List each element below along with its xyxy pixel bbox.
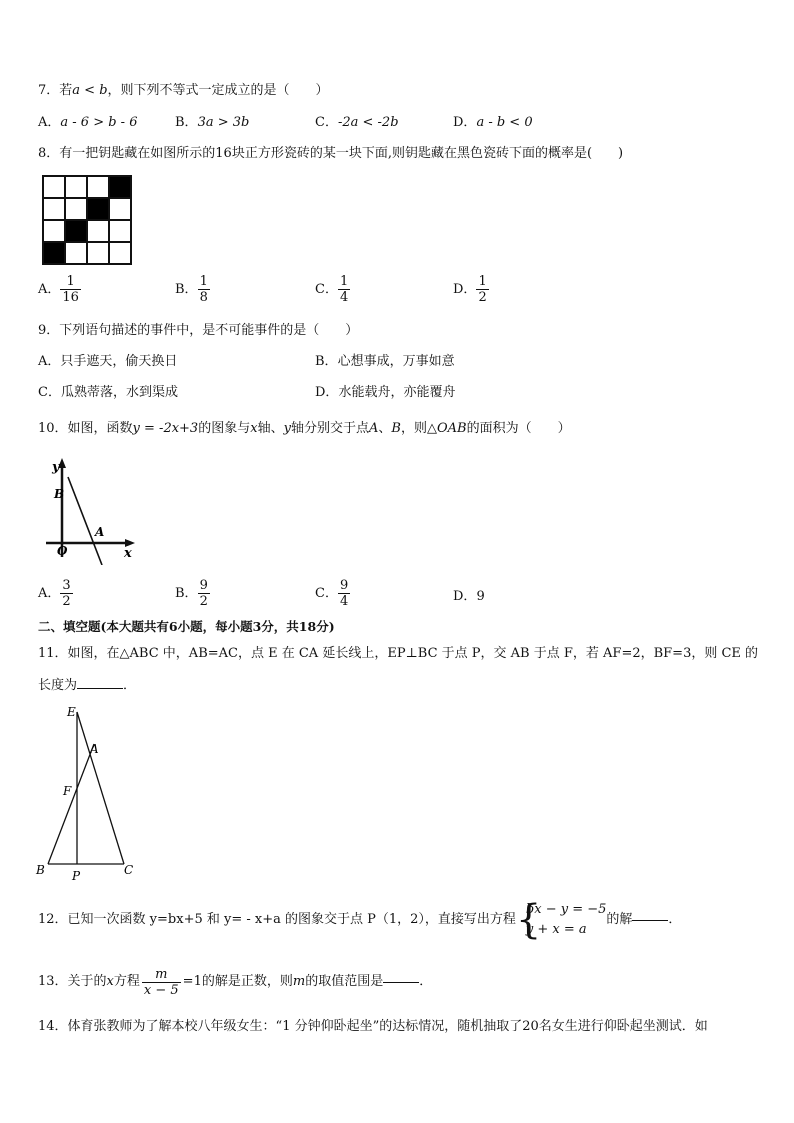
- tile: [87, 176, 109, 198]
- q13-text: 的解是正数，则: [201, 974, 293, 989]
- q7-stem-suffix: ，则下列不等式一定成立的是（ ）: [107, 83, 329, 98]
- q10-text: 的图象与: [198, 421, 251, 436]
- numerator: m: [142, 967, 181, 983]
- linear-function-graph: [40, 455, 140, 565]
- numerator: 1: [478, 274, 487, 289]
- option-text: 水能载舟，亦能覆舟: [338, 385, 456, 400]
- label-p: P: [72, 869, 81, 882]
- label-o: O: [57, 544, 68, 558]
- denominator: 16: [62, 290, 79, 305]
- denominator: 8: [199, 290, 208, 305]
- denominator: 2: [478, 290, 487, 305]
- option-text: 3a > 3b: [197, 115, 250, 130]
- black-tile: [87, 198, 109, 220]
- option-label: B．: [175, 115, 198, 130]
- numerator: 9: [339, 578, 349, 593]
- question-10-stem: [38, 420, 571, 438]
- q10-text: 、: [378, 421, 392, 436]
- answer-blank[interactable]: [77, 688, 123, 689]
- label-b: B: [36, 863, 45, 877]
- question-13: [38, 962, 432, 1002]
- option-label: D．: [315, 385, 339, 400]
- option-text: 瓜熟蒂落，水到渠成: [60, 385, 178, 400]
- label-e: E: [67, 705, 76, 719]
- fraction: [338, 274, 350, 305]
- numerator: 3: [62, 578, 71, 593]
- tile: [43, 198, 65, 220]
- q10-option-b[interactable]: [175, 578, 210, 609]
- label-f: F: [63, 784, 72, 798]
- option-text: 心想事成，万事如意: [337, 354, 455, 369]
- q12-text: 的解: [606, 912, 633, 927]
- question-11-line1: 11．如图，在△ABC 中，AB=AC，点 E 在 CA 延长线上，EP⊥BC 于点 P，交 AB 于点 F，若 AF=2，BF=3，则 CE 的: [38, 646, 759, 661]
- denominator: 4: [339, 594, 349, 609]
- option-label: D．: [453, 282, 477, 297]
- numerator: 9: [199, 578, 208, 593]
- q12-tail: ．: [668, 912, 682, 927]
- q7-option-d[interactable]: [453, 114, 533, 132]
- q7-condition: a < b: [72, 83, 108, 98]
- q9-option-b[interactable]: [315, 353, 455, 371]
- fraction: [60, 578, 72, 609]
- q13-text: 13．关于的: [38, 974, 107, 989]
- tile: [87, 220, 109, 242]
- option-label: A．: [38, 354, 61, 369]
- question-14: [38, 1018, 708, 1036]
- q10-triangle: △OAB: [426, 421, 467, 436]
- q8-option-a[interactable]: [38, 274, 81, 305]
- tile: [109, 220, 131, 242]
- numerator: 1: [60, 274, 81, 290]
- q9-option-a[interactable]: [38, 353, 177, 371]
- question-8-stem: 8．有一把钥匙藏在如图所示的16块正方形瓷砖的某一块下面,则钥匙藏在黑色瓷砖下面的概率是( ): [38, 146, 624, 161]
- tile: [87, 242, 109, 264]
- q10-point-a: A: [368, 421, 379, 436]
- q7-option-b[interactable]: [175, 114, 249, 132]
- section-heading: 二、填空题(本大题共有6小题，每小题3分，共18分): [38, 619, 335, 634]
- question-12: [38, 898, 681, 942]
- brace: {: [515, 897, 542, 943]
- option-text: a - 6 > b - 6: [60, 115, 138, 130]
- tile: [109, 198, 131, 220]
- equation-2: y + x = a: [525, 922, 587, 937]
- equation-system: [515, 897, 607, 943]
- label-b: B: [54, 487, 65, 501]
- question-9-stem: 9．下列语句描述的事件中，是不可能事件的是（ ）: [38, 323, 359, 338]
- q13-text: 的取值范围是: [305, 974, 384, 989]
- q10-option-d[interactable]: [453, 588, 485, 606]
- option-label: A．: [38, 586, 61, 601]
- option-label: B．: [175, 282, 198, 297]
- q9-option-c[interactable]: [38, 384, 178, 402]
- q14-number: 20: [522, 1019, 539, 1034]
- equation-1: bx − y = −5: [525, 902, 607, 917]
- denominator: 2: [199, 594, 208, 609]
- tile: [65, 198, 87, 220]
- q11-tail: ．: [123, 678, 137, 693]
- label-c: C: [124, 863, 134, 877]
- q10-text: 轴分别交于点: [290, 421, 369, 436]
- segment-ce: [77, 712, 124, 864]
- black-tile: [43, 242, 65, 264]
- tile: [43, 176, 65, 198]
- question-11-line2: [38, 677, 136, 695]
- segment-ba: [48, 744, 94, 864]
- option-text: -2a < -2b: [337, 115, 399, 130]
- option-label: D．: [453, 589, 477, 604]
- q10-text: 10．如图，函数: [38, 421, 133, 436]
- option-label: C．: [315, 115, 338, 130]
- option-text: 9: [476, 589, 485, 604]
- option-label: C．: [315, 586, 338, 601]
- tile: [65, 176, 87, 198]
- numerator: 1: [339, 274, 349, 289]
- q10-option-a[interactable]: [38, 578, 73, 609]
- option-label: B．: [175, 586, 198, 601]
- q10-var-x: x: [250, 421, 258, 436]
- question-7-stem: [38, 82, 329, 100]
- q13-var-x: x: [106, 974, 114, 989]
- q7-option-c[interactable]: [315, 114, 399, 132]
- q10-var-y: y: [283, 421, 291, 436]
- q10-point-b: B: [391, 421, 401, 436]
- triangle-figure: [32, 702, 142, 882]
- q14-text: 名女生进行仰卧起坐测试．如: [538, 1019, 708, 1034]
- option-text: 只手遮天，偷天换日: [60, 354, 178, 369]
- tile: [43, 220, 65, 242]
- black-tile: [65, 220, 87, 242]
- denominator: 2: [62, 594, 71, 609]
- q7-option-a[interactable]: [38, 114, 137, 132]
- option-label: B．: [315, 354, 338, 369]
- q8-option-c[interactable]: [315, 274, 350, 305]
- denominator: x − 5: [143, 982, 179, 998]
- q14-text: 14．体育张教师为了解本校八年级女生：“1 分钟仰卧起坐”的达标情况，随机抽取了: [38, 1019, 523, 1034]
- q13-tail: ．: [419, 974, 433, 989]
- answer-blank[interactable]: [632, 920, 668, 921]
- option-label: C．: [38, 385, 61, 400]
- q10-text: ，则: [400, 421, 427, 436]
- q10-text: 轴、: [257, 421, 284, 436]
- q8-option-b[interactable]: [175, 274, 210, 305]
- label-a: A: [90, 742, 99, 756]
- q10-function: y = -2x+3: [132, 421, 199, 436]
- option-label: C．: [315, 282, 338, 297]
- fraction: [198, 578, 210, 609]
- option-label: D．: [453, 115, 477, 130]
- option-text: a - b < 0: [476, 115, 533, 130]
- fraction: [142, 967, 181, 998]
- option-label: A．: [38, 115, 61, 130]
- label-a: A: [95, 525, 105, 539]
- q13-var-m: m: [292, 974, 306, 989]
- q11-text: 长度为: [38, 678, 78, 693]
- denominator: 4: [339, 290, 349, 305]
- numerator: 1: [199, 274, 208, 289]
- tile: [65, 242, 87, 264]
- answer-blank[interactable]: [383, 982, 419, 983]
- fraction: [338, 578, 350, 609]
- fraction: [198, 274, 210, 305]
- tile-grid-figure: [42, 175, 132, 265]
- q13-equals: =1: [182, 974, 202, 989]
- function-line: [68, 477, 105, 565]
- label-x: x: [124, 546, 132, 561]
- q8-option-d[interactable]: [453, 274, 489, 305]
- label-y: y: [52, 460, 60, 475]
- q7-stem-prefix: 7．若: [38, 83, 73, 98]
- q10-option-c[interactable]: [315, 578, 350, 609]
- fraction: [476, 274, 488, 305]
- tile: [109, 242, 131, 264]
- q13-text: 方程: [113, 974, 140, 989]
- option-label: A．: [38, 282, 61, 297]
- black-tile: [109, 176, 131, 198]
- q9-option-d[interactable]: [315, 384, 455, 402]
- fraction: [60, 274, 81, 305]
- q12-text: 12．已知一次函数 y=bx+5 和 y= - x+a 的图象交于点 P（1，2），直接写出方程: [38, 912, 516, 927]
- q10-text: 的面积为（ ）: [466, 421, 571, 436]
